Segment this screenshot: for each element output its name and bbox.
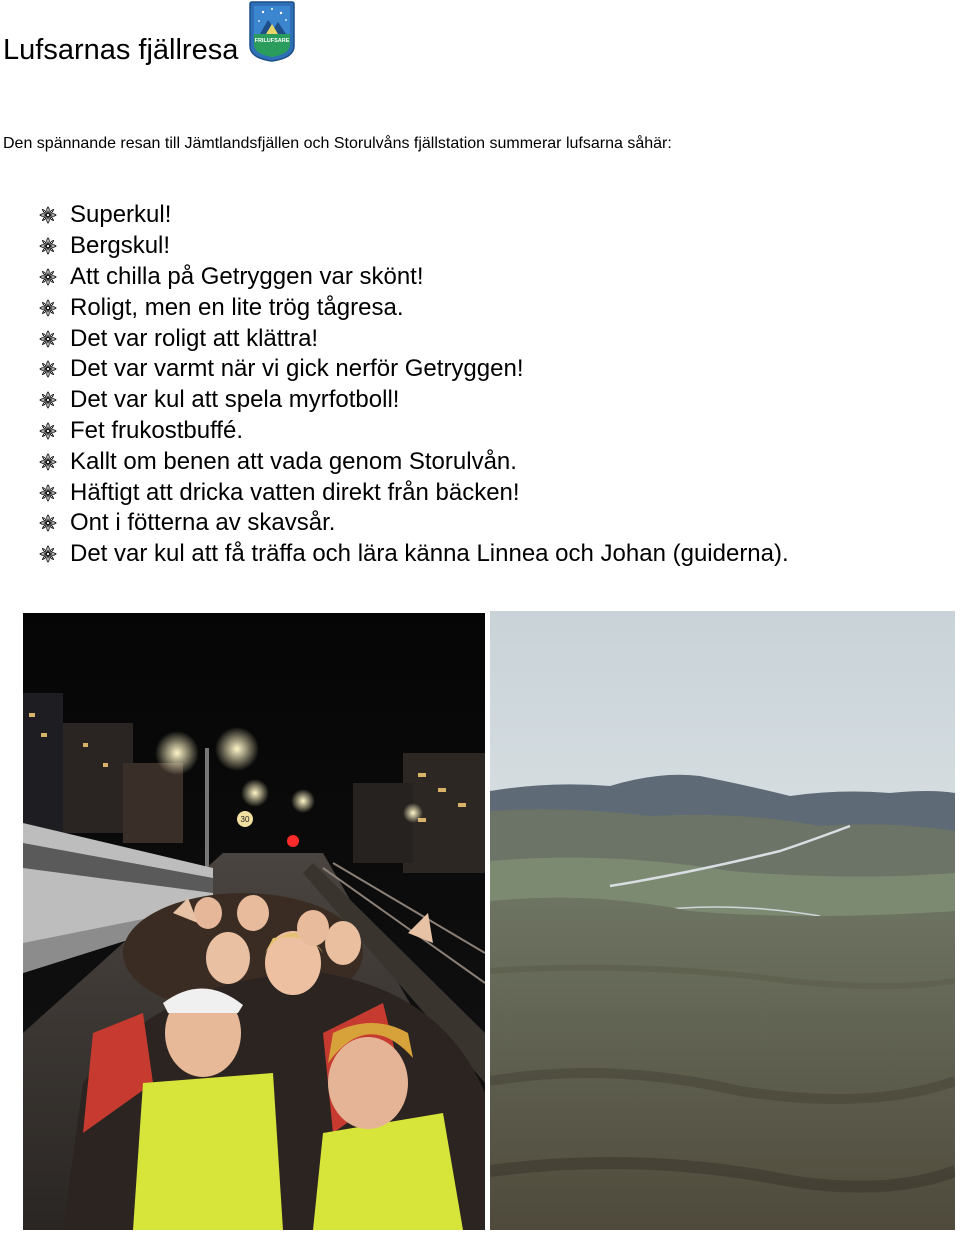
flower-bullet-icon — [38, 298, 70, 318]
mountain-valley-photo — [490, 611, 955, 1230]
flower-bullet-icon — [38, 421, 70, 441]
list-item — [38, 354, 789, 385]
summary-list — [38, 200, 789, 570]
flower-bullet-icon — [38, 390, 70, 410]
list-item — [38, 323, 789, 354]
flower-bullet-icon — [38, 329, 70, 349]
list-item — [38, 539, 789, 570]
list-item-text: Det var kul att få träffa och lära känna Linnea och Johan (guiderna). — [70, 540, 789, 568]
list-item — [38, 262, 789, 293]
list-item-text: Att chilla på Getryggen var skönt! — [70, 262, 424, 290]
page-title: Lufsarnas fjällresa — [3, 34, 239, 66]
list-item-text: Det var roligt att klättra! — [70, 324, 319, 352]
list-item — [38, 200, 789, 231]
list-item-text: Häftigt att dricka vatten direkt från bäcken! — [70, 478, 520, 506]
list-item — [38, 416, 789, 447]
list-item-text: Det var varmt när vi gick nerför Getryggen! — [70, 355, 524, 383]
list-item-text: Fet frukostbuffé. — [70, 416, 243, 444]
list-item-text: Roligt, men en lite trög tågresa. — [70, 293, 404, 321]
flower-bullet-icon — [38, 359, 70, 379]
speed-sign-text: 30 — [240, 815, 250, 824]
flower-bullet-icon — [38, 483, 70, 503]
list-item-text: Superkul! — [70, 201, 172, 229]
intro-text: Den spännande resan till Jämtlandsfjällen och Storulvåns fjällstation summerar lufsarna såhär: — [3, 135, 672, 152]
list-item — [38, 477, 789, 508]
list-item-text: Det var kul att spela myrfotboll! — [70, 386, 400, 414]
list-item — [38, 385, 789, 416]
list-item — [38, 508, 789, 539]
list-item — [38, 231, 789, 262]
flower-bullet-icon — [38, 236, 70, 256]
flower-bullet-icon — [38, 267, 70, 287]
logo-text: FRILUFSARE — [254, 38, 290, 44]
list-item-text: Kallt om benen att vada genom Storulvån. — [70, 447, 517, 475]
friluftsframjandet-logo — [248, 0, 296, 62]
list-item — [38, 292, 789, 323]
list-item-text: Ont i fötterna av skavsår. — [70, 509, 336, 537]
train-station-group-photo — [23, 613, 485, 1230]
flower-bullet-icon — [38, 544, 70, 564]
flower-bullet-icon — [38, 205, 70, 225]
list-item-text: Bergskul! — [70, 232, 171, 260]
flower-bullet-icon — [38, 452, 70, 472]
flower-bullet-icon — [38, 513, 70, 533]
list-item — [38, 446, 789, 477]
